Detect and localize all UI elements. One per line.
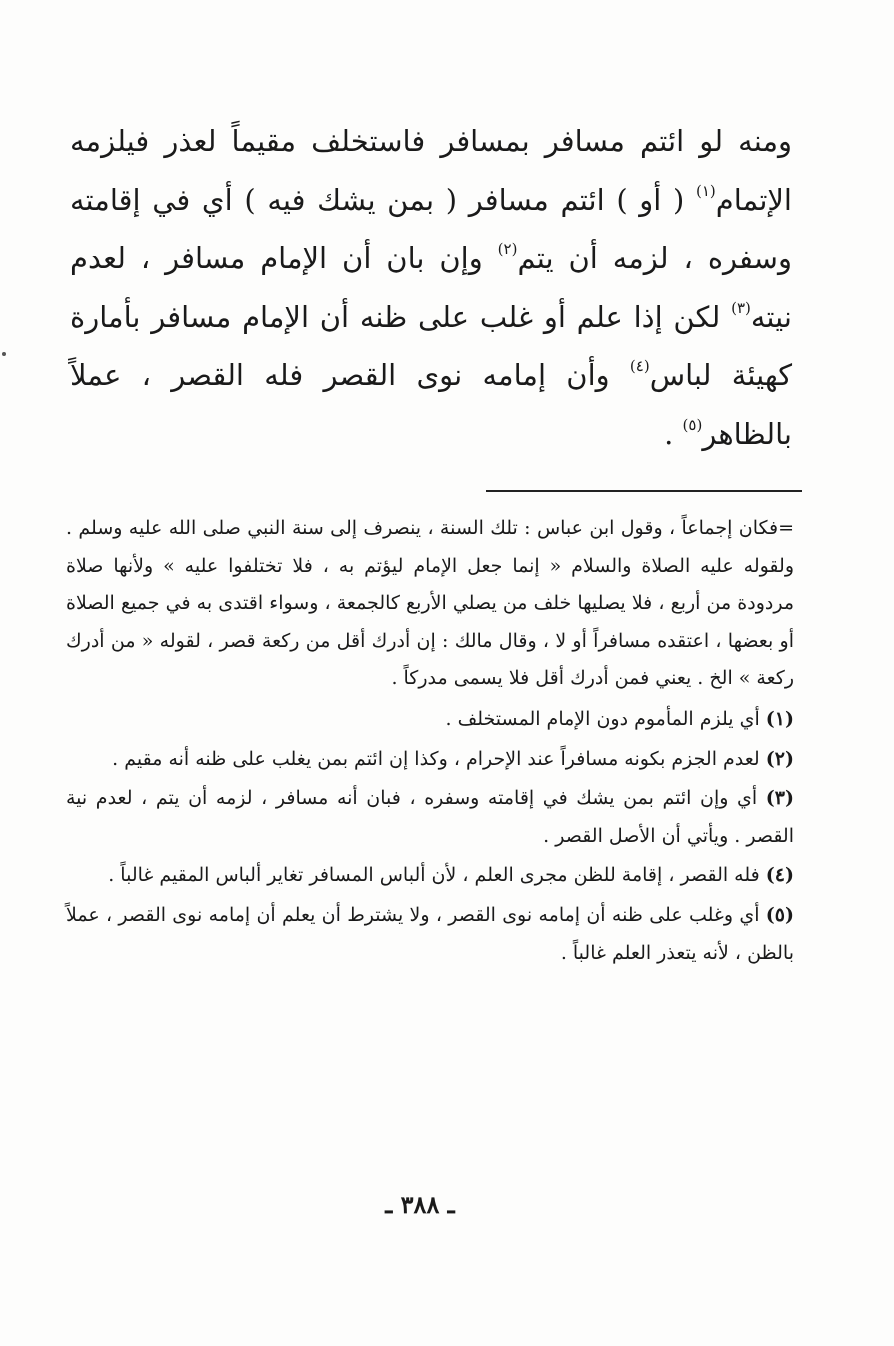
main-text-segment: ( أو ) ائتم مسافر ( بمن يشك فيه ) أي في إقامته وسفره ، لزمه أن يتم xyxy=(70,182,792,275)
footnote-continuation: =فكان إجماعاً ، وقول ابن عباس : تلك السنة ، ينصرف إلى سنة النبي صلى الله عليه وسلم . ولقوله عليه الصلاة والسلام « إنما جعل الإمام ليؤتم به ، فلا تختلفوا عليه » ولأنها صلاة مردودة من أربع ، فلا يصليها خلف من يصلي الأربع كالجمعة ، وسواء اقتدى به في جميع الصلاة أو بعضها ، اعتقده مسافراً أو لا ، وقال مالك : إن أدرك أقل من ركعة قصر ، لقوله « من أدرك ركعة » الخ . يعني فمن أدرك أقل فلا يسمى مدركاً . xyxy=(66,517,794,690)
main-text-segment: لكن إذا علم أو غلب على ظنه أن الإمام مسافر بأمارة كهيئة لباس xyxy=(70,299,792,392)
footnote-marker: (٣) xyxy=(731,298,751,317)
footnote-marker: (٤) xyxy=(629,357,650,375)
scan-edge-mark xyxy=(2,352,6,356)
page-number: ـ ٣٨٨ ـ xyxy=(385,1190,455,1219)
main-paragraph xyxy=(70,112,792,463)
footnote-number: (٥) xyxy=(765,903,794,926)
footnote-number: (٤) xyxy=(765,864,794,887)
footnote-marker: (٢) xyxy=(497,240,518,258)
footnote-number: (١) xyxy=(765,707,794,730)
footnote-text: أي يلزم المأموم دون الإمام المستخلف . xyxy=(445,707,760,730)
footnote-separator-rule xyxy=(486,490,802,492)
footnote-5 xyxy=(66,897,794,972)
footnote-number: (٣) xyxy=(765,787,795,810)
footnote-text: لعدم الجزم بكونه مسافراً عند الإحرام ، وكذا إن ائتم بمن يغلب على ظنه أنه مقيم . xyxy=(112,747,760,770)
footnote-4 xyxy=(66,857,794,895)
footnote-1 xyxy=(66,701,794,739)
main-text xyxy=(70,112,792,463)
footnote-text: أي وغلب على ظنه أن إمامه نوى القصر ، ولا يشترط أن يعلم أن إمامه نوى القصر ، عملاً بالظن ، لأنه يتعذر العلم غالباً . xyxy=(66,903,794,964)
footnote-2 xyxy=(66,741,794,779)
footnote-marker: (٥) xyxy=(682,415,703,434)
main-text-segment: وإن بان أن الإمام مسافر ، لعدم نيته xyxy=(70,241,792,334)
footnote-text: أي وإن ائتم بمن يشك في إقامته وسفره ، فبان أنه مسافر ، لزمه أن يتم ، لعدم نية القصر . ويأتي أن الأصل القصر . xyxy=(66,787,794,847)
main-text-segment: ومنه لو ائتم مسافر بمسافر فاستخلف مقيماً لعذر فيلزمه الإتمام xyxy=(70,124,792,217)
footnotes-section xyxy=(66,510,794,972)
footnote-text: فله القصر ، إقامة للظن مجرى العلم ، لأن ألباس المسافر تغاير ألباس المقيم غالباً . xyxy=(108,864,760,887)
main-text-segment: . xyxy=(664,416,683,451)
footnote-3 xyxy=(66,780,794,855)
footnote-marker: (١) xyxy=(695,181,716,200)
footnote-number: (٢) xyxy=(765,747,794,770)
main-text-segment: وأن إمامه نوى القصر فله القصر ، عملاً بالظاهر xyxy=(70,358,792,451)
